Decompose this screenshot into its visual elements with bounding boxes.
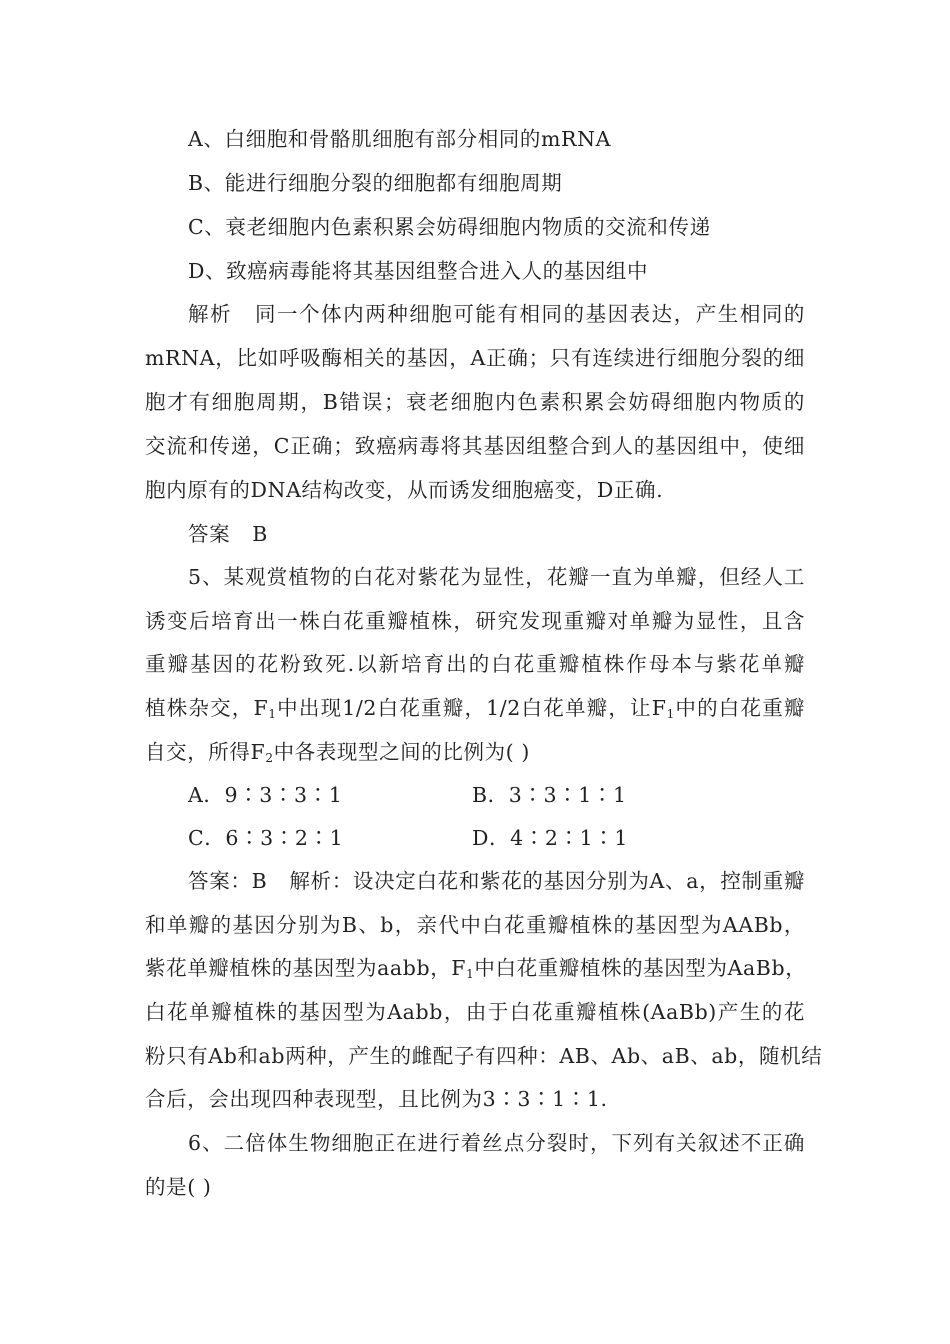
q5-stem-line: 重瓣基因的花粉致死.以新培育出的白花重瓣植株作母本与紫花单瓣 — [145, 652, 805, 676]
q4-analysis-line: 胞才有细胞周期，B错误；衰老细胞内色素积累会妨碍细胞内物质的 — [145, 390, 805, 414]
q6-stem-line: 6、二倍体生物细胞正在进行着丝点分裂时，下列有关叙述不正确 — [188, 1131, 805, 1155]
subscript: 1 — [466, 967, 475, 981]
q5-stem-text: 中各表现型之间的比例为( ) — [273, 740, 530, 764]
q4-analysis-line: 交流和传递，C正确；致癌病毒将其基因组整合到人的基因组中，使细 — [145, 434, 805, 458]
q5-option-a: A．9∶3∶3∶1 — [188, 783, 343, 807]
q5-option-c: C．6∶3∶2∶1 — [188, 826, 344, 850]
q4-analysis-line: 胞内原有的DNA结构改变，从而诱发细胞癌变，D正确. — [145, 478, 664, 502]
q4-answer-value: B — [252, 522, 268, 546]
q5-stem-text: 植株杂交，F — [145, 696, 269, 720]
q4-analysis-label: 解析 — [188, 302, 233, 326]
q5-stem-line — [145, 686, 805, 730]
q6-stem-line: 的是( ) — [145, 1175, 212, 1199]
q5-analysis-text: 设决定白花和紫花的基因分别为A、a，控制重瓣 — [352, 869, 805, 893]
q4-analysis-line: mRNA，比如呼吸酶相关的基因，A正确；只有连续进行细胞分裂的细 — [145, 346, 805, 370]
q4-option-b: B、能进行细胞分裂的细胞都有细胞周期 — [188, 171, 563, 195]
q5-stem-text: 自交，所得F — [145, 740, 266, 764]
q5-analysis-line: 白花单瓣植株的基因型为Aabb，由于白花重瓣植株(AaBb)产生的花 — [145, 1000, 805, 1024]
subscript: 1 — [666, 707, 675, 721]
q4-option-d: D、致癌病毒能将其基因组整合进入人的基因组中 — [188, 259, 649, 283]
q5-analysis-line: 和单瓣的基因分别为B、b，亲代中白花重瓣植株的基因型为AABb， — [145, 913, 805, 937]
q5-stem-line — [145, 730, 805, 774]
q5-answer-line — [188, 859, 805, 903]
q5-analysis-line: 合后，会出现四种表现型，且比例为3∶3∶1∶1. — [145, 1087, 608, 1111]
q4-answer — [188, 512, 805, 556]
q4-analysis-line — [188, 292, 805, 336]
q4-option-a: A、白细胞和骨骼肌细胞有部分相同的mRNA — [188, 127, 612, 151]
q5-analysis-line — [145, 946, 805, 990]
q5-option-b: B．3∶3∶1∶1 — [472, 783, 627, 807]
q5-stem-line: 诱变后培育出一株白花重瓣植株，研究发现重瓣对单瓣为显性，且含 — [145, 609, 805, 633]
q5-analysis-text: 紫花单瓣植株的基因型为aabb，F — [145, 956, 467, 980]
q4-answer-label: 答案 — [188, 522, 231, 546]
q5-option-d: D．4∶2∶1∶1 — [472, 826, 629, 850]
q4-analysis-text: 同一个体内两种细胞可能有相同的基因表达，产生相同的 — [254, 302, 805, 326]
q5-stem-line: 5、某观赏植物的白花对紫花为显性，花瓣一直为单瓣，但经人工 — [188, 565, 805, 589]
q5-stem-text: 中的白花重瓣 — [674, 696, 806, 720]
q5-analysis-line: 粉只有Ab和ab两种，产生的雌配子有四种：AB、Ab、aB、ab，随机结 — [145, 1044, 823, 1068]
q4-option-c: C、衰老细胞内色素积累会妨碍细胞内物质的交流和传递 — [188, 215, 711, 239]
subscript: 2 — [265, 751, 274, 765]
q5-answer: 答案：B — [188, 869, 268, 893]
q5-analysis-label: 解析： — [289, 869, 353, 893]
subscript: 1 — [268, 707, 277, 721]
q5-analysis-text: 中白花重瓣植株的基因型为AaBb， — [474, 956, 807, 980]
q5-stem-text: 中出现1/2白花重瓣，1/2白花单瓣，让F — [276, 696, 667, 720]
